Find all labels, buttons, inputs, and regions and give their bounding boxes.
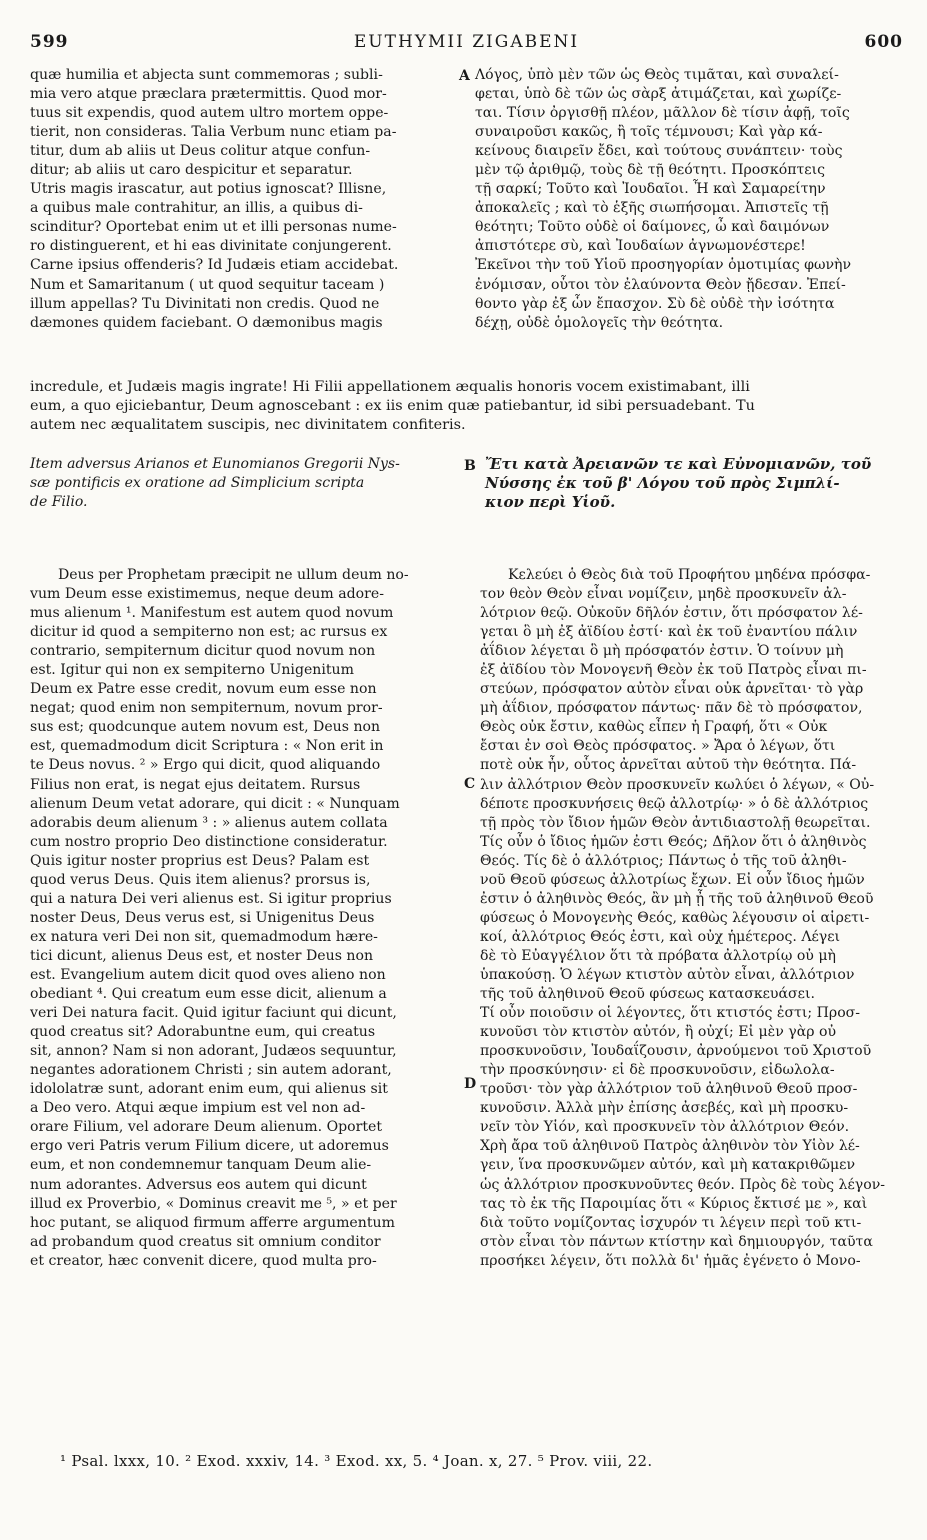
greek-line: Τίς οὖν ὁ ἴδιος ἡμῶν ἐστι Θεός; Δῆλον ὅτι ὁ ἀληθινὸς [480, 833, 867, 850]
latin-column-main [30, 566, 455, 1271]
greek-line: τῆς τοῦ ἀληθινοῦ Θεοῦ φύσεως κατασκευάσει. [480, 986, 815, 1003]
latin-line: sus est; quodcunque autem novum est, Deus non [30, 719, 381, 736]
greek-line: ἀΐδιον λέγεται ὃ μὴ πρόσφατόν ἐστιν. Ὁ τοίνυν μὴ [480, 643, 844, 660]
latin-line: hoc putant, se aliquod firmum afferre argumentum [30, 1214, 395, 1231]
latin-line: quæ humilia et abjecta sunt commemoras ; subli- [30, 67, 383, 83]
latin-line: tierit, non consideras. Talia Verbum nunc etiam pa- [30, 124, 397, 141]
greek-line: στὸν εἶναι τὸν πάντων κτίστην καὶ δημιουργόν, ταῦτα [480, 1233, 873, 1250]
latin-line: Deum ex Patre esse credit, novum eum esse non [30, 681, 377, 698]
latin-line: est. Igitur qui non ex sempiterno Unigenitum [30, 662, 354, 679]
latin-line: ro distinguerent, et hi eas divinitate conjungerent. [30, 238, 392, 255]
heading-line: κιον περὶ Υἱοῦ. [485, 493, 616, 511]
latin-line: quod verus Deus. Quis item alienus? prorsus is, [30, 871, 371, 888]
greek-line: ται. Τίσιν ὀργισθῇ πλέον, μᾶλλον δὲ τίσιν ἀφῇ, τοῖς [475, 105, 850, 122]
latin-line: titur, dum ab aliis ut Deus colitur atque confun- [30, 143, 371, 160]
greek-line: ἐνόμισαν, οὗτοι τὸν ἐλαύνοντα Θεὸν ᾔδεσαν. Ἐπεί- [475, 276, 846, 293]
latin-line: illud ex Proverbio, « Dominus creavit me ⁵, » et per [30, 1195, 397, 1212]
latin-line: num adorantes. Adversus eos autem qui dicunt [30, 1176, 367, 1193]
latin-line: Deus per Prophetam præcipit ne ullum deum no- [58, 567, 409, 583]
section-marker-b: B [464, 458, 476, 474]
greek-line: Θεὸς οὐκ ἔστιν, καθὼς εἶπεν ἡ Γραφή, ὅτι « Οὐκ [480, 719, 828, 736]
greek-line: στεύων, πρόσφατον αὐτὸν εἶναι οὐκ ἀρνεῖται· τὸ γὰρ [480, 681, 864, 698]
latin-line: te Deus novus. ² » Ergo qui dicit, quod aliquando [30, 757, 381, 774]
latin-line: dæmones quidem faciebant. O dæmonibus magis [30, 314, 383, 331]
greek-column-main [480, 566, 895, 1271]
greek-section-heading [485, 455, 895, 512]
section-marker-d: D [464, 1076, 477, 1092]
section-marker-a: A [459, 68, 470, 84]
greek-line: Κελεύει ὁ Θεὸς διὰ τοῦ Προφήτου μηδένα πρόσφα- [508, 567, 871, 583]
latin-line: qui a natura Dei veri alienus est. Si igitur proprius [30, 890, 392, 907]
latin-line: Carne ipsius offenderis? Id Judæis etiam accidebat. [30, 257, 399, 274]
greek-line: Ἐκεῖνοι τὴν τοῦ Υἱοῦ προσηγορίαν ὁμοτιμίας φωνὴν [475, 257, 852, 274]
latin-line: a quibus male contrahitur, an illis, a quibus di- [30, 200, 363, 217]
heading-line: Ἔτι κατὰ Ἀρειανῶν τε καὶ Εὐνομιανῶν, τοῦ [485, 455, 872, 473]
latin-line: idololatræ sunt, adorant enim eum, qui alienus sit [30, 1081, 388, 1098]
latin-line: ditur; ab aliis ut caro despicitur et separatur. [30, 162, 353, 179]
greek-line: νεῖν τὸν Υἱόν, καὶ προσκυνεῖν τὸν ἀλλότριον Θεόν. [480, 1119, 850, 1136]
latin-line: Num et Samaritanum ( ut quod sequitur taceam ) [30, 276, 385, 293]
latin-line: adorabis deum alienum ³ : » alienus autem collata [30, 814, 388, 831]
latin-line: obediant ⁴. Qui creatum eum esse dicit, alienum a [30, 986, 387, 1003]
greek-line: νοῦ Θεοῦ φύσεως ἀλλοτρίως ἔχων. Εἰ οὖν ἴδιος ἡμῶν [480, 871, 865, 888]
footnotes: ¹ Psal. lxxx, 10. ² Exod. xxxiv, 14. ³ Exod. xx, 5. ⁴ Joan. x, 27. ⁵ Prov. viii, 22. [60, 1452, 653, 1470]
latin-line: et creator, hæc convenit dicere, quod multa pro- [30, 1252, 377, 1269]
latin-line: tici dicunt, alienus Deus est, et noster Deus non [30, 947, 374, 964]
greek-line: τῇ πρὸς τὸν ἴδιον ἡμῶν Θεὸν ἀντιδιαστολῇ θεωρεῖται. [480, 814, 871, 831]
latin-line: tuus sit expendis, quod autem ultro mortem oppe- [30, 105, 389, 122]
greek-line: ὡς ἀλλότριον προσκυνοῦντες θεόν. Πρὸς δὲ τοὺς λέγον- [480, 1176, 886, 1193]
latin-line: est, quemadmodum dicit Scriptura : « Non erit in [30, 738, 384, 755]
latin-line: orare Filium, vel adorare Deum alienum. Oportet [30, 1119, 383, 1136]
latin-full-width-passage [30, 378, 895, 435]
latin-line: Utris magis irascatur, aut potius ignoscat? Illisne, [30, 181, 387, 198]
greek-line: ἐστιν ὁ ἀληθινὸς Θεός, ἂν μὴ ᾖ τῆς τοῦ ἀληθινοῦ Θεοῦ [480, 890, 874, 907]
latin-column-top [30, 66, 455, 333]
greek-line: Χρὴ ἄρα τοῦ ἀληθινοῦ Πατρὸς ἀληθινὸν τὸν Υἱὸν λέ- [480, 1138, 860, 1155]
greek-line: κυνοῦσι τὸν κτιστὸν αὐτόν, ἢ οὐχί; Εἰ μὲν γὰρ οὐ [480, 1024, 837, 1041]
greek-line: μὴ ἀΐδιον, πρόσφατον πάντως· πᾶν δὲ τὸ πρόσφατον, [480, 700, 863, 717]
page-number-right: 600 [864, 32, 903, 52]
greek-line: διὰ τοῦτο νομίζοντας ἰσχυρόν τι λέγειν περὶ τοῦ κτι- [480, 1214, 862, 1231]
latin-line: Quis igitur noster proprius est Deus? Palam est [30, 852, 370, 869]
greek-line: γεται ὃ μὴ ἐξ ἀϊδίου ἐστί· καὶ ἐκ τοῦ ἐναντίου πάλιν [480, 624, 858, 641]
heading-line: Νύσσης ἐκ τοῦ β' Λόγου τοῦ πρὸς Σιμπλί- [485, 474, 840, 492]
latin-line: sit, annon? Nam si non adorant, Judæos sequuntur, [30, 1043, 397, 1060]
latin-line: ergo veri Patris verum Filium dicere, ut adoremus [30, 1138, 389, 1155]
running-title: EUTHYMII ZIGABENI [353, 32, 580, 52]
latin-line: quod creatus sit? Adorabuntne eum, qui creatus [30, 1024, 376, 1041]
greek-line: φύσεως ὁ Μονογενὴς Θεός, καθὼς λέγουσιν οἱ αἱρετι- [480, 909, 870, 926]
greek-line: Τί οὖν ποιοῦσιν οἱ λέγοντες, ὅτι κτιστός ἐστι; Προσ- [480, 1005, 861, 1022]
greek-line: δέποτε προσκυνήσεις θεῷ ἀλλοτρίῳ· » ὁ δὲ ἀλλότριος [480, 795, 869, 812]
heading-line: de Filio. [30, 494, 88, 510]
greek-line: τῇ σαρκί; Τοῦτο καὶ Ἰουδαῖοι. Ἦ καὶ Σαμαρείτην [475, 181, 826, 198]
latin-line: ad probandum quod creatus sit omnium conditor [30, 1233, 381, 1250]
greek-line: προσήκει λέγειν, ὅτι πολλὰ δι' ἡμᾶς ἐγένετο ὁ Μονο- [480, 1252, 861, 1269]
latin-line: illum appellas? Tu Divinitati non credis. Quod ne [30, 295, 380, 312]
latin-section-heading [30, 455, 455, 512]
latin-line: scinditur? Oportebat enim ut et illi personas nume- [30, 219, 397, 236]
greek-line: μὲν τῷ ἀριθμῷ, τοὺς δὲ τῇ θεότητι. Προσκόπτεις [475, 162, 825, 179]
greek-line: δὲ τὸ Εὐαγγέλιον ὅτι τὰ πρόβατα ἀλλοτρίῳ οὐ μὴ [480, 947, 836, 964]
greek-line: τὴν προσκύνησιν· εἰ δὲ προσκυνοῦσιν, εἰδωλολα- [480, 1062, 835, 1079]
greek-line: κυνοῦσιν. Ἀλλὰ μὴν ἐπίσης ἀσεβές, καὶ μὴ προσκυ- [480, 1100, 849, 1117]
latin-line: a Deo vero. Atqui æque impium est vel non ad- [30, 1100, 366, 1117]
greek-line: λιν ἀλλότριον Θεὸν προσκυνεῖν κωλύει ὁ λέγων, « Οὐ- [480, 776, 875, 793]
latin-line: negantes adorationem Christi ; sin autem adorant, [30, 1062, 392, 1079]
page-number-left: 599 [30, 32, 69, 52]
greek-line: κείνους διαιρεῖν ἔδει, καὶ τούτους συνάπτειν· τοὺς [475, 143, 843, 160]
page-header [30, 32, 903, 58]
greek-line: ἔσται ἐν σοὶ Θεὸς πρόσφατος. » Ἄρα ὁ λέγων, ὅτι [480, 738, 836, 755]
latin-line: ex natura veri Dei non sit, quemadmodum hære- [30, 928, 378, 945]
greek-column-top [475, 66, 895, 333]
heading-line: sæ pontificis ex oratione ad Simplicium scripta [30, 475, 365, 491]
greek-line: δέχῃ, οὐδὲ ὁμολογεῖς τὴν θεότητα. [475, 314, 724, 331]
latin-line: alienum Deum vetat adorare, qui dicit : « Nunquam [30, 795, 400, 812]
latin-line: eum, a quo ejiciebantur, Deum agnoscebant : ex iis enim quæ patiebantur, id sibi persuadebant. Tu [30, 398, 755, 415]
greek-line: θοντο γὰρ ἐξ ὧν ἔπασχον. Σὺ δὲ οὐδὲ τὴν ἰσότητα [475, 295, 835, 312]
latin-line: autem nec æqualitatem suscipis, nec divinitatem confiteris. [30, 417, 466, 434]
greek-line: ἀποκαλεῖς ; καὶ τὸ ἑξῆς σιωπήσομαι. Ἀπιστεῖς τῇ [475, 200, 829, 217]
greek-line: τον θεὸν Θεὸν εἶναι νομίζειν, μηδὲ προσκυνεῖν ἀλ- [480, 586, 847, 603]
greek-line: ποτὲ οὐκ ἦν, οὗτος ἀρνεῖται αὐτοῦ τὴν θεότητα. Πά- [480, 757, 857, 774]
latin-line: eum, et non condemnemur tanquam Deum alie- [30, 1157, 372, 1174]
greek-line: τας τὸ ἐκ τῆς Παροιμίας ὅτι « Κύριος ἔκτισέ με », καὶ [480, 1195, 868, 1212]
greek-line: κοί, ἀλλότριος Θεός ἐστι, καὶ οὐχ ἡμέτερος. Λέγει [480, 928, 841, 945]
heading-line: Item adversus Arianos et Eunomianos Gregorii Nys- [30, 456, 400, 472]
greek-line: Λόγος, ὑπὸ μὲν τῶν ὡς Θεὸς τιμᾶται, καὶ συναλεί- [475, 67, 839, 83]
latin-line: cum nostro proprio Deo distinctione consideratur. [30, 833, 388, 850]
greek-line: θεότητι; Τοῦτο οὐδὲ οἱ δαίμονες, ὦ καὶ δαιμόνων [475, 219, 830, 236]
latin-line: mia vero atque præclara prætermittis. Quod mor- [30, 86, 387, 103]
latin-line: est. Evangelium autem dicit quod oves alieno non [30, 966, 386, 983]
latin-line: incredule, et Judæis magis ingrate! Hi Filii appellationem æqualis honoris vocem existimabant, illi [30, 379, 750, 395]
latin-line: dicitur id quod a sempiterno non est; ac rursus ex [30, 624, 388, 641]
latin-line: noster Deus, Deus verus est, si Unigenitus Deus [30, 909, 375, 926]
latin-line: vum Deum esse existimemus, neque deum adore- [30, 586, 384, 603]
greek-line: τροῦσι· τὸν γὰρ ἀλλότριον τοῦ ἀληθινοῦ Θεοῦ προσ- [480, 1081, 858, 1098]
latin-line: Filius non erat, is negat ejus deitatem. Rursus [30, 776, 361, 793]
greek-line: προσκυνοῦσιν, Ἰουδαΐζουσιν, ἀρνούμενοι τοῦ Χριστοῦ [480, 1043, 872, 1060]
latin-line: contrario, sempiternum dicitur quod novum non [30, 643, 376, 660]
section-marker-c: C [464, 776, 476, 792]
latin-line: negat; quod enim non sempiternum, novum pror- [30, 700, 383, 717]
greek-line: φεται, ὑπὸ δὲ τῶν ὡς σὰρξ ἀτιμάζεται, καὶ χωρίζε- [475, 86, 842, 103]
greek-line: ἐξ ἀϊδίου τὸν Μονογενῆ Θεὸν ἐκ τοῦ Πατρὸς εἶναι πι- [480, 662, 867, 679]
greek-line: γειν, ἵνα προσκυνῶμεν αὐτόν, καὶ μὴ κατακριθῶμεν [480, 1157, 856, 1174]
greek-line: συναιροῦσι κακῶς, ἢ τοῖς τέμνουσι; Καὶ γὰρ κά- [475, 124, 823, 141]
latin-line: veri Dei natura facit. Quid igitur faciunt qui dicunt, [30, 1005, 397, 1022]
greek-line: ὑπακούσῃ. Ὁ λέγων κτιστὸν αὐτὸν εἶναι, ἀλλότριον [480, 966, 855, 983]
greek-line: ἀπιστότερε σὺ, καὶ Ἰουδαίων ἀγνωμονέστερε! [475, 238, 806, 255]
latin-line: mus alienum ¹. Manifestum est autem quod novum [30, 605, 394, 622]
greek-line: Θεός. Τίς δὲ ὁ ἀλλότριος; Πάντως ὁ τῆς τοῦ ἀληθι- [480, 852, 847, 869]
greek-line: λότριον θεῷ. Οὐκοῦν δῆλόν ἐστιν, ὅτι πρόσφατον λέ- [480, 605, 863, 622]
